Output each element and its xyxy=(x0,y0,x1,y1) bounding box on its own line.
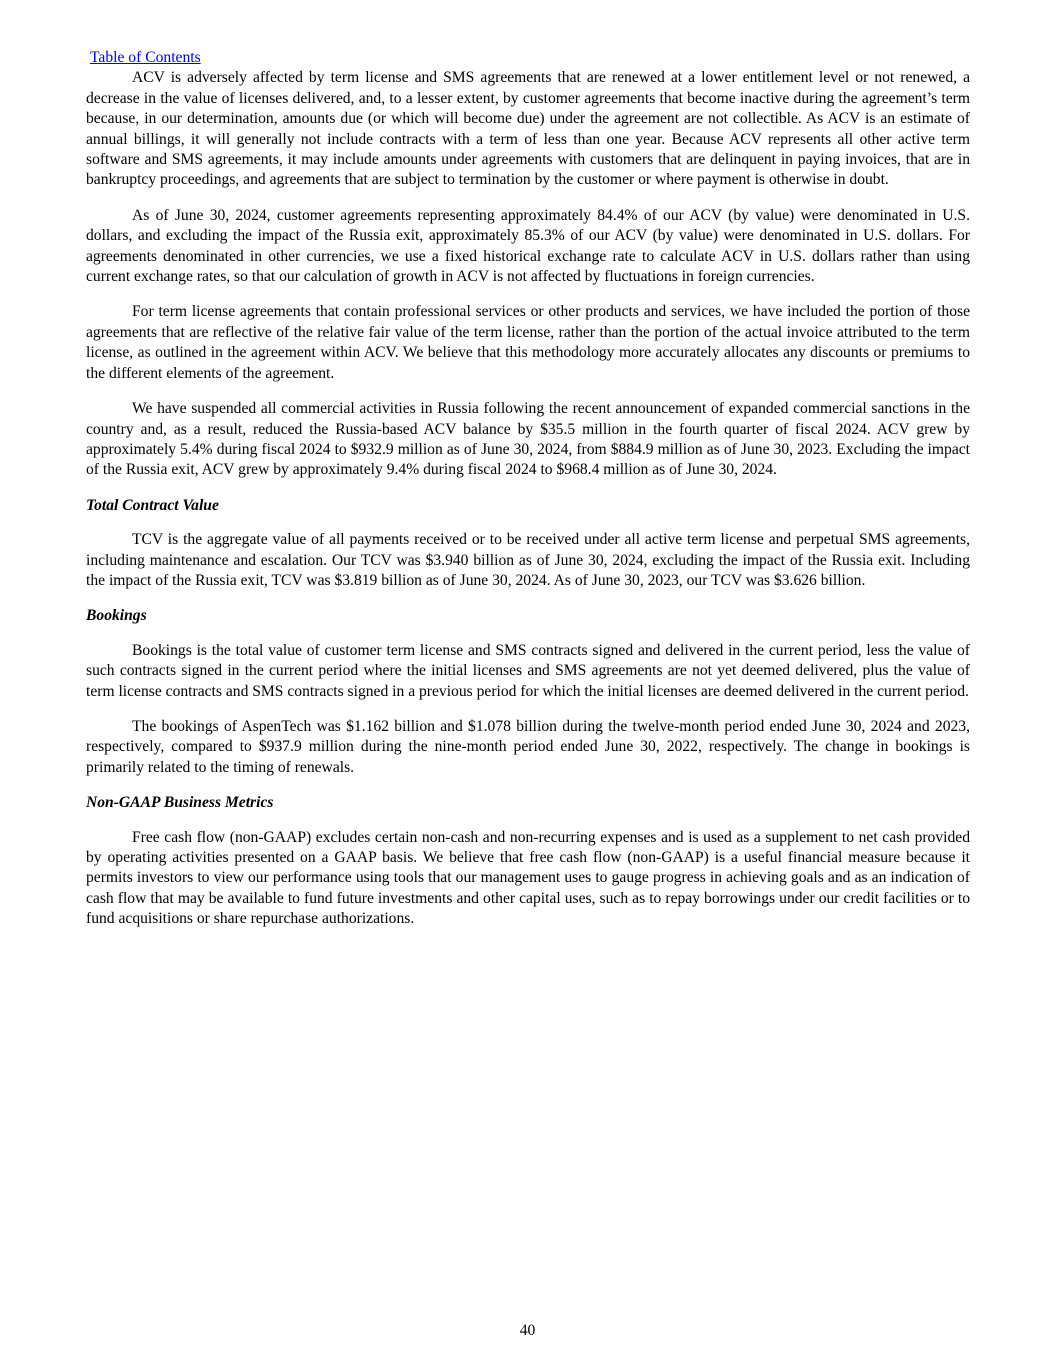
acv-paragraph-3: For term license agreements that contain professional services or other products and services, we have included the portion of those agreements that are reflective of the relative fair value of the term license, rather than the portion of the actual invoice attributed to the term license, as outlined in the agreement within ACV. We believe that this methodology more accurately allocates any discounts or premiums to the different elements of the agreement. xyxy=(86,303,970,382)
page-number: 40 xyxy=(519,1322,536,1339)
total-contract-value-heading: Total Contract Value xyxy=(86,496,219,514)
acv-paragraph-2: As of June 30, 2024, customer agreements representing approximately 84.4% of our ACV (by value) were denominated in U.S. dollars, and excluding the impact of the Russia exit, approximately 85.3% of our ACV (by value) were denominated in U.S. dollars. For agreements denominated in other currencies, we use a fixed historical exchange rate to calculate ACV in U.S. dollars rather than using current exchange rates, so that our calculation of growth in ACV is not affected by fluctuations in foreign currencies. xyxy=(86,206,970,286)
bookings-heading: Bookings xyxy=(86,607,147,625)
acv-paragraph-1: ACV is adversely affected by term license and SMS agreements that are renewed at a lower entitlement level or not renewed, a decrease in the value of licenses delivered, and, to a lesser extent, by customer agreements that become inactive during the agreement’s term because, in our determination, amounts due (or which will become due) under the agreement are not collectible. As ACV is an estimate of annual billings, it will generally not include contracts with a term of less than one year. Because ACV represents all other active term software and SMS agreements, it may include amounts under agreements with customers that are delinquent in paying invoices, that are in bankruptcy proceedings, and agreements that are subject to termination by the customer or where payment is otherwise in doubt. xyxy=(86,69,970,189)
bookings-paragraph-2: The bookings of AspenTech was $1.162 billion and $1.078 billion during the twelve-month period ended June 30, 2024 and 2023, respectively, compared to $937.9 million during the nine-month period ended June 30, 2022, respectively. The change in bookings is primarily related to the timing of renewals. xyxy=(86,717,970,776)
non-gaap-paragraph: Free cash flow (non-GAAP) excludes certain non-cash and non-recurring expenses and is used as a supplement to net cash provided by operating activities presented on a GAAP basis. We believe that free cash flow (non-GAAP) is a useful financial measure because it permits investors to view our performance using tools that our management uses to gauge progress in achieving goals and as an indication of cash flow that may be available to fund future investments and other capital uses, such as to repay borrowings under our credit facilities or to fund acquisitions or share repurchase authorizations. xyxy=(86,828,970,928)
tcv-paragraph: TCV is the aggregate value of all payments received or to be received under all active term license and perpetual SMS agreements, including maintenance and escalation. Our TCV was $3.940 billion as of June 30, 2024, excluding the impact of the Russia exit. Including the impact of the Russia exit, TCV was $3.819 billion as of June 30, 2024. As of June 30, 2023, our TCV was $3.626 billion. xyxy=(86,531,970,589)
table-of-contents-link[interactable]: Table of Contents xyxy=(90,49,201,66)
document-body xyxy=(86,48,970,945)
non-gaap-heading: Non-GAAP Business Metrics xyxy=(86,794,274,812)
bookings-paragraph-1: Bookings is the total value of customer term license and SMS contracts signed and delivered in the current period, less the value of such contracts signed in the current period where the initial licenses and SMS agreements are not yet deemed delivered, plus the value of term license contracts and SMS contracts signed in a previous period for which the initial licenses are deemed delivered in the current period. xyxy=(86,641,970,700)
acv-paragraph-4: We have suspended all commercial activities in Russia following the recent announcement of expanded commercial sanctions in the country and, as a result, reduced the Russia-based ACV balance by $35.5 million in the fourth quarter of fiscal 2024. ACV grew by approximately 5.4% during fiscal 2024 to $932.9 million as of June 30, 2024, from $884.9 million as of June 30, 2023. Excluding the impact of the Russia exit, ACV grew by approximately 9.4% during fiscal 2024 to $968.4 million as of June 30, 2024. xyxy=(86,400,970,479)
